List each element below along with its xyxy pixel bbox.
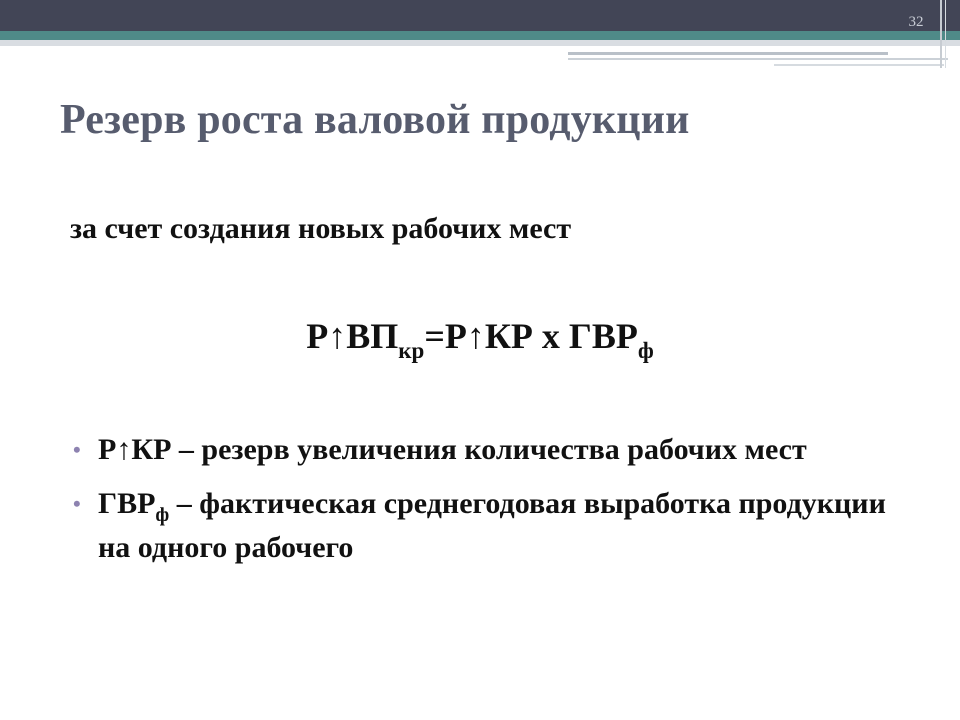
bullet-dot-icon: • bbox=[73, 491, 81, 516]
slide-title: Резерв роста валовой продукции bbox=[60, 97, 690, 143]
header-line-1 bbox=[568, 52, 888, 55]
page-number: 32 bbox=[908, 14, 924, 30]
formula-left-main: Р↑ВП bbox=[306, 316, 399, 356]
bullet-item-2 bbox=[70, 482, 910, 570]
header-band-dark bbox=[0, 0, 960, 31]
bullet-1-text: Р↑КР – резерв увеличения количества рабочих мест bbox=[98, 433, 807, 466]
formula-right-sub: ф bbox=[637, 338, 654, 363]
header-line-2 bbox=[568, 58, 948, 60]
formula-right-main: =Р↑КР х ГВР bbox=[424, 316, 638, 356]
header-vline-2 bbox=[945, 0, 946, 68]
header-vline-1 bbox=[940, 0, 942, 68]
bullet-2-sub: ф bbox=[155, 504, 170, 526]
header-band-teal bbox=[0, 31, 960, 40]
header-band bbox=[0, 0, 960, 72]
header-line-3 bbox=[774, 64, 944, 66]
bullet-list bbox=[70, 428, 910, 570]
bullet-item-1 bbox=[70, 428, 910, 472]
slide-subtitle: за счет создания новых рабочих мест bbox=[70, 212, 572, 245]
header-band-light bbox=[0, 40, 960, 46]
bullet-2-rest: – фактическая среднегодовая выработка продукции на одного рабочего bbox=[98, 487, 886, 564]
formula-left-sub: кр bbox=[398, 338, 425, 363]
bullet-2-main: ГВР bbox=[98, 487, 156, 520]
bullet-dot-icon: • bbox=[73, 437, 81, 462]
formula bbox=[0, 315, 960, 363]
